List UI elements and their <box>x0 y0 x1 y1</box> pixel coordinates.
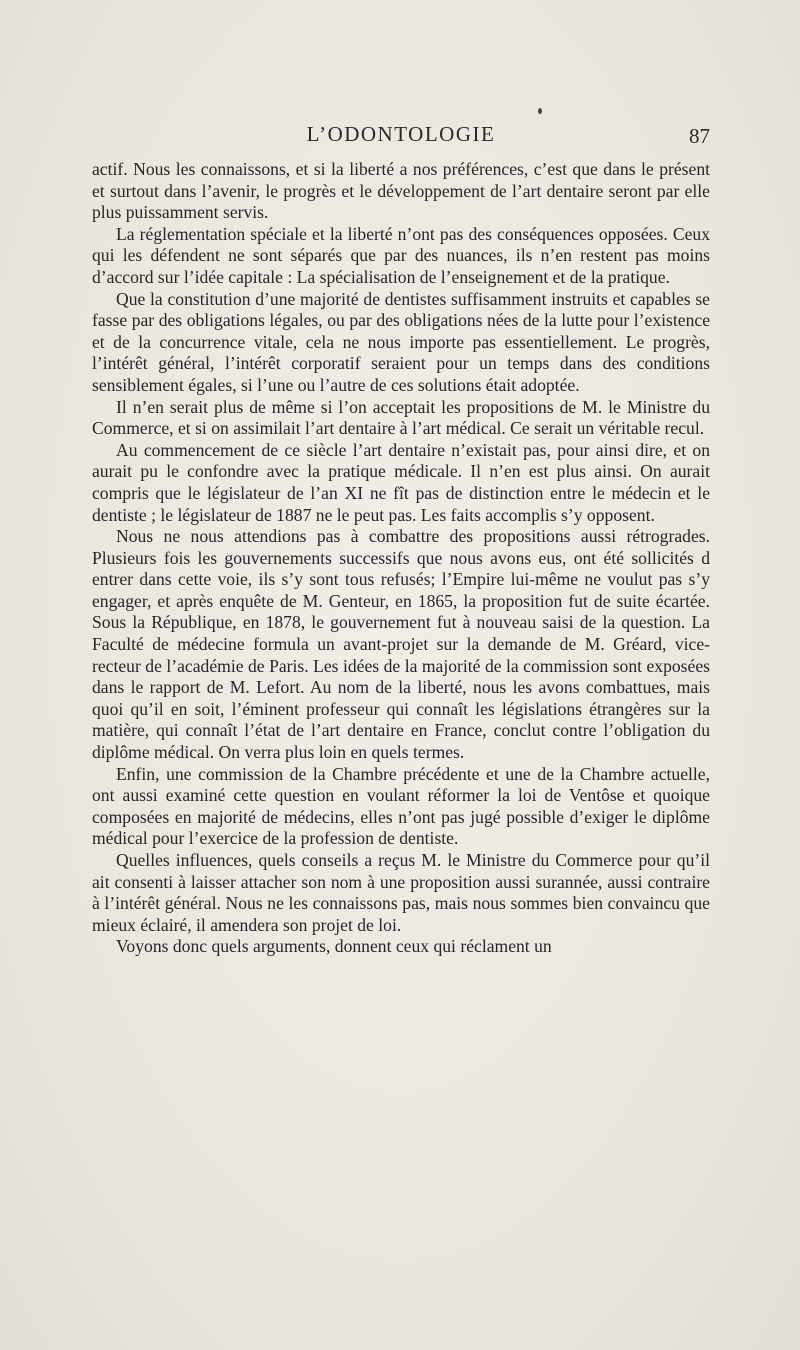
ink-mark <box>538 108 542 114</box>
page-number: 87 <box>689 124 710 148</box>
paragraph: Voyons donc quels arguments, donnent ceux qui réclament un <box>116 936 552 957</box>
paragraph: Que la constitution d’une majorité de dentistes suffisamment instruits et capables se fasse par des obligations légales, ou par des obligations nées de la lutte pour l’existence et de la concurrence vitale, cela ne nous importe pas essentiellement. Le progrès, l’intérêt général, l’intérêt corporatif seraient pour un temps dans des conditions sensiblement égales, si l’une ou l’autre de ces solutions était adoptée. <box>92 288 710 395</box>
paragraph: Nous ne nous attendions pas à combattre des propositions aussi rétrogrades. Plusieurs fois les gouvernements successifs que nous avons eus, ont été sollicités d entrer dans cette voie, ils s’y sont tous refusés; l’Empire lui-même ne voulut pas s’y engager, et après enquête de M. Genteur, en 1865, la proposition fut de suite écartée. Sous la République, en 1878, le gouvernement fut à nouveau saisi de la question. La Faculté de médecine formula un avant-projet sur la demande de M. Gréard, vice-recteur de l’académie de Paris. Les idées de la majorité de la commission sont exposées dans le rapport de M. Lefort. Au nom de la liberté, nous les avons combattues, mais quoi qu’il en soit, l’éminent professeur qui connaît les législations étrangères sur la matière, qui connaît l’état de l’art dentaire en France, conclut contre l’obligation du diplôme médical. On verra plus loin en quels termes. <box>92 526 710 763</box>
paragraph: actif. Nous les connaissons, et si la liberté a nos préférences, c’est que dans le présent et surtout dans l’avenir, le progrès et le développement de l’art dentaire seront par elle plus puissamment servis. <box>92 159 710 223</box>
paragraph: Au commencement de ce siècle l’art dentaire n’existait pas, pour ainsi dire, et on aurait pu le confondre avec la pratique médicale. Il n’en est plus ainsi. On aurait compris que le législateur de l’an XI ne fît pas de distinction entre le médecin et le dentiste ; le législateur de 1887 ne le peut pas. Les faits accomplis s’y opposent. <box>92 439 710 525</box>
paragraph: La réglementation spéciale et la liberté n’ont pas des conséquences opposées. Ceux qui les défendent ne sont séparés que par des nuances, ils n’en restent pas moins d’accord sur l’idée capitale : La spécialisation de l’enseignement et de la pratique. <box>92 223 710 287</box>
running-title: L’ODONTOLOGIE <box>306 122 496 146</box>
paragraph: Quelles influences, quels conseils a reçus M. le Ministre du Commerce pour qu’il ait consenti à laisser attacher son nom à une proposition aussi surannée, aussi contraire à l’intérêt général. Nous ne les connaissons pas, mais nous sommes bien convaincu que mieux éclairé, il amendera son projet de loi. <box>92 850 710 935</box>
page-header <box>92 120 710 150</box>
body-text <box>92 159 710 958</box>
paragraph: Il n’en serait plus de même si l’on acceptait les propositions de M. le Ministre du Commerce, et si on assimilait l’art dentaire à l’art médical. Ce serait un véritable recul. <box>92 396 710 439</box>
paragraph: Enfin, une commission de la Chambre précédente et une de la Chambre actuelle, ont aussi examiné cette question en voulant réformer la loi de Ventôse et quoique composées en majorité de médecins, elles n’ont pas jugé possible d’exiger le diplôme médical pour l’exercice de la profession de dentiste. <box>92 763 710 849</box>
